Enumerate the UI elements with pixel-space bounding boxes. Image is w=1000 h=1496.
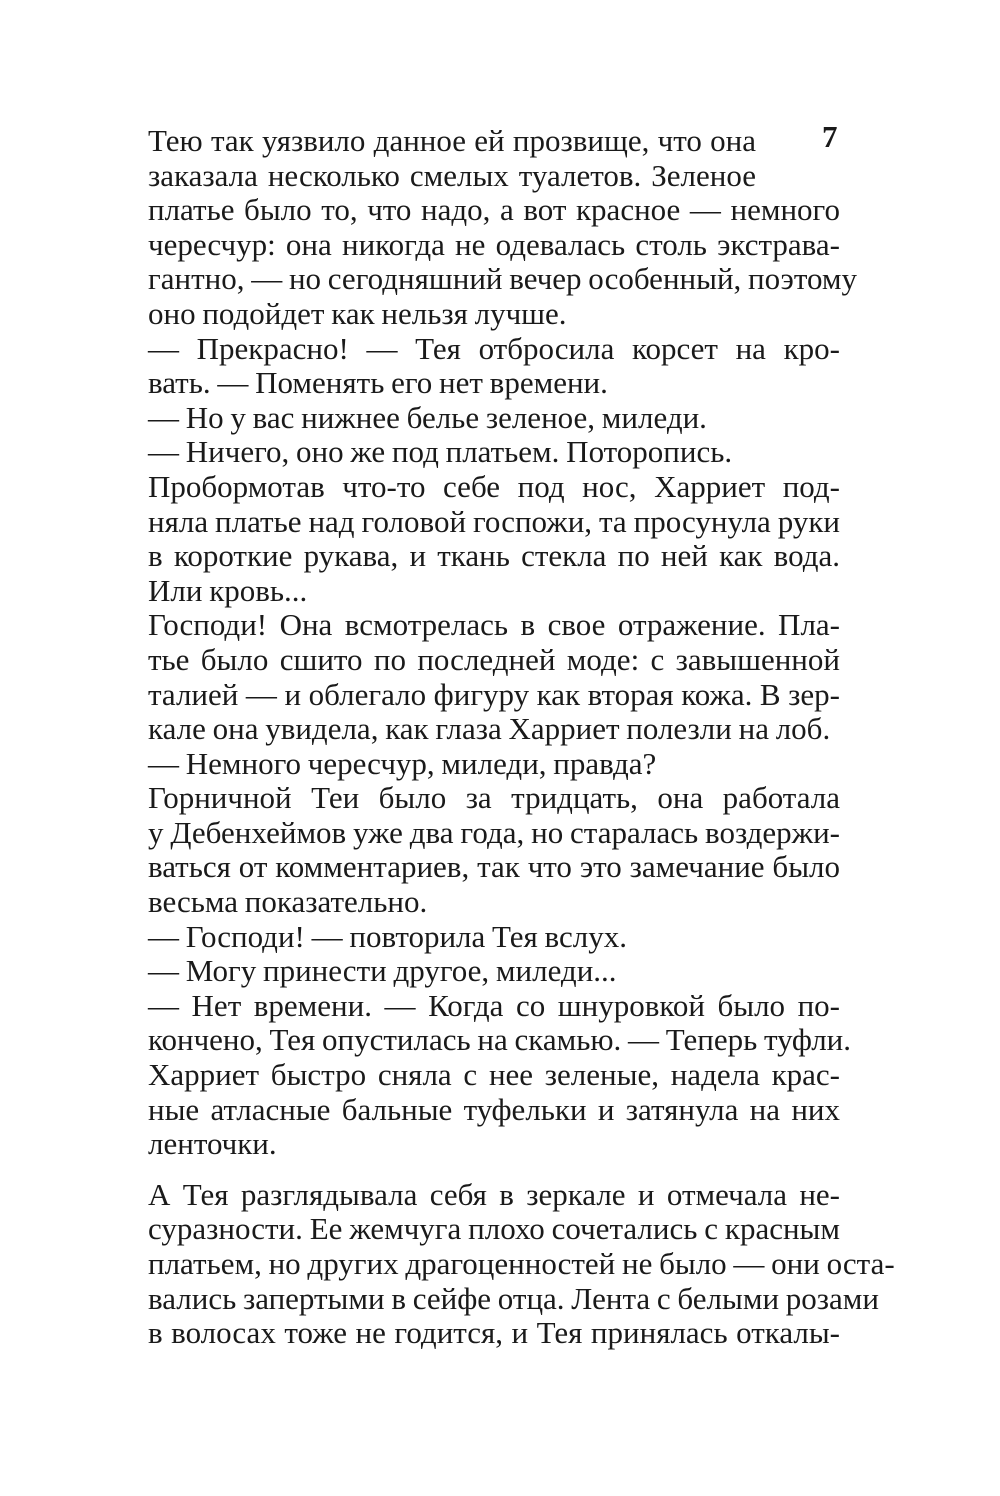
text-line: Харриет быстро сняла с нее зеленые, надела крас- [148,1057,840,1093]
text-line: гантно, — но сегодняшний вечер особенный, поэтому [148,261,857,297]
text-line: — Господи! — повторила Тея вслух. [148,918,627,954]
text-line: — Могу принести другое, миледи... [148,953,617,989]
text-line: Господи! Она всмотрелась в свое отражение. Пла- [148,607,840,643]
text-line: талией — и облегало фигуру как вторая кожа. В зер- [148,676,840,712]
text-line: в волосах тоже не годится, и Тея принялась откалы- [148,1315,840,1351]
text-line: Горничной Теи было за тридцать, она работала [148,780,840,816]
text-line: — Ничего, оно же под платьем. Поторопись. [148,434,733,470]
text-line: тье было сшито по последней моде: с завышенной [148,641,840,677]
text-line: Пробормотав что-то себе под нос, Харриет под- [148,468,840,504]
text-line: кале она увидела, как глаза Харриет полезли на лоб. [148,711,831,747]
text-line: весьма показательно. [148,884,428,920]
text-line: ваться от комментариев, так что это замечание было [148,849,840,885]
text-line: заказала несколько смелых туалетов. Зеленое [148,157,756,193]
text-line: няла платье над головой госпожи, та просунула руки [148,503,840,539]
text-line: Или кровь... [148,572,308,608]
text-line: в короткие рукава, и ткань стекла по ней как вода. [148,538,840,574]
text-line: ные атласные бальные туфельки и затянула на них [148,1091,840,1127]
text-line: чересчур: она никогда не одевалась столь экстрава- [148,226,840,262]
text-line: кончено, Тея опустилась на скамью. — Теперь туфли. [148,1022,852,1058]
text-line: оно подойдет как нельзя лучше. [148,295,567,331]
text-line: — Немного чересчур, миледи, правда? [148,745,657,781]
page-number: 7 [822,119,838,154]
text-line: А Тея разглядывала себя в зеркале и отмечала не- [148,1176,840,1212]
text-line: у Дебенхеймов уже два года, но старалась воздержи- [148,814,840,850]
text-line: — Но у вас нижнее белье зеленое, миледи. [148,399,707,435]
text-line: суразности. Ее жемчуга плохо сочетались с красным [148,1211,840,1247]
text-line: ленточки. [148,1126,277,1162]
text-line: — Нет времени. — Когда со шнуровкой было по- [148,987,840,1023]
text-line: платьем, но других драгоценностей не было — они оста- [148,1246,895,1281]
text-line: вать. — Поменять его нет времени. [148,365,608,401]
body-text [148,123,895,1351]
text-line: Тею так уязвило данное ей прозвище, что она [148,123,756,158]
paragraph-gap [148,1162,840,1178]
text-line: — Прекрасно! — Тея отбросила корсет на кро- [148,330,840,366]
text-line: вались запертыми в сейфе отца. Лента с белыми розами [148,1280,879,1316]
text-line: платье было то, что надо, а вот красное — немного [148,192,840,228]
